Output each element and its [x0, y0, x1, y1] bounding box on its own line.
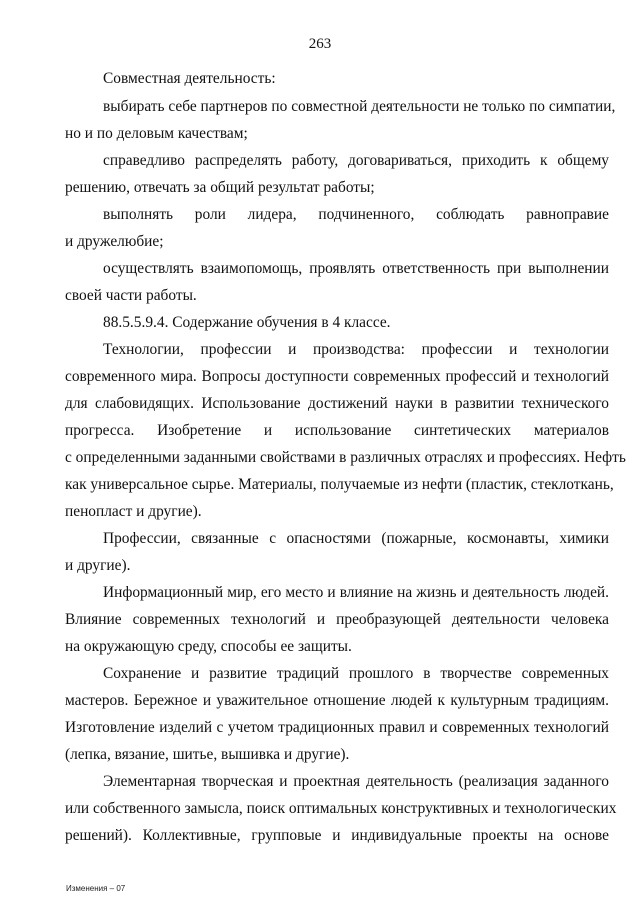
text-line: Сохранение и развитие традиций прошлого в творчестве современных: [103, 665, 609, 682]
text-line: Совместная деятельность:: [103, 70, 276, 87]
text-line: Элементарная творческая и проектная деятельность (реализация заданного: [103, 773, 609, 790]
text-line: но и по деловым качествам;: [65, 125, 248, 142]
section-heading: 88.5.5.9.4. Содержание обучения в 4 классе.: [103, 314, 391, 331]
text-line: решений). Коллективные, групповые и индивидуальные проекты на основе: [65, 827, 609, 844]
text-line: выполнять роли лидера, подчиненного, соблюдать равноправие: [103, 206, 609, 223]
text-line: осуществлять взаимопомощь, проявлять ответственность при выполнении: [103, 260, 609, 277]
text-line: для слабовидящих. Использование достижений науки в развитии технического: [65, 395, 609, 412]
text-line: на окружающую среду, способы ее защиты.: [65, 638, 352, 655]
text-line: мастеров. Бережное и уважительное отношение людей к культурным традициям.: [65, 692, 609, 709]
text-line: решению, отвечать за общий результат работы;: [65, 179, 375, 196]
text-line: современного мира. Вопросы доступности современных профессий и технологий: [65, 368, 609, 385]
text-line: Информационный мир, его место и влияние на жизнь и деятельность людей.: [103, 584, 609, 601]
text-line: Профессии, связанные с опасностями (пожарные, космонавты, химики: [103, 530, 609, 547]
text-line: прогресса. Изобретение и использование синтетических материалов: [65, 422, 609, 439]
text-line: (лепка, вязание, шитье, вышивка и другие).: [65, 746, 350, 763]
text-line: пенопласт и другие).: [65, 503, 202, 520]
text-line: или собственного замысла, поиск оптимальных конструктивных и технологических: [65, 800, 617, 817]
text-line: Влияние современных технологий и преобразующей деятельности человека: [65, 611, 609, 628]
text-line: справедливо распределять работу, договариваться, приходить к общему: [103, 152, 609, 169]
text-line: Изготовление изделий с учетом традиционных правил и современных технологий: [65, 719, 609, 736]
footer-note: Изменения – 07: [66, 884, 126, 893]
text-line: выбирать себе партнеров по совместной деятельности не только по симпатии,: [103, 98, 616, 115]
page-number: 263: [308, 36, 332, 52]
text-line: и другие).: [65, 557, 131, 574]
text-line: Технологии, профессии и производства: профессии и технологии: [103, 341, 609, 358]
text-line: с определенными заданными свойствами в различных отраслях и профессиях. Нефть: [65, 449, 626, 466]
text-line: своей части работы.: [65, 287, 197, 304]
text-line: как универсальное сырье. Материалы, получаемые из нефти (пластик, стеклоткань,: [65, 476, 614, 493]
text-line: и дружелюбие;: [65, 233, 164, 250]
